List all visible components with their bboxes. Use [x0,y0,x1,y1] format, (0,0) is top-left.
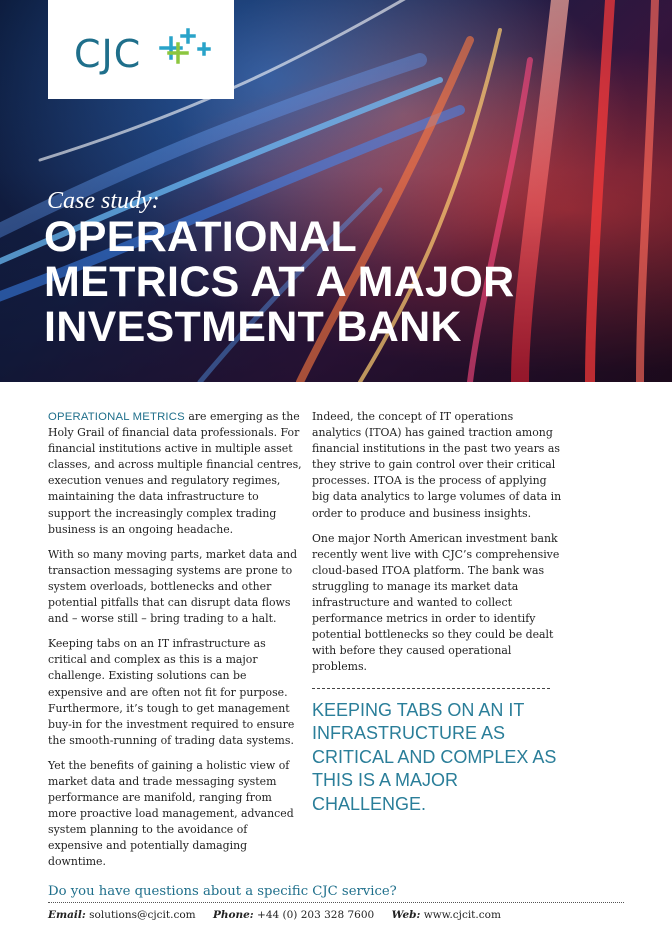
case-study-label: Case study: [47,188,160,214]
left-column [48,409,302,880]
title-line: METRICS AT A MAJOR [44,258,515,306]
paragraph: Keeping tabs on an IT infrastructure as critical and complex as this is a major challenge. Existing solutions can be expensive and are often not fit for purpose. Furthermore, it’s tough to get management buy-in for the investment required to ensure the smooth-running of trading data systems. [48,637,295,747]
title-line: INVESTMENT BANK [44,303,462,351]
paragraph-text: are emerging as the Holy Grail of financial data professionals. For financial institutions active in multiple asset classes, and across multiple financial centres, execution venues and regulatory regimes, maintaining the data infrastructure to support the increasingly complex trading business is an ongoing headache. [48,410,302,536]
footer [48,884,624,921]
web-label: Web: [391,909,421,921]
hero-image [0,0,672,382]
phone-label: Phone: [212,909,254,921]
paragraph [48,409,302,538]
footer-question: Do you have questions about a specific CJC service? [48,884,624,903]
logo-panel [48,0,234,99]
divider [312,688,550,689]
pull-quote: KEEPING TABS ON AN IT INFRASTRUCTURE AS CRITICAL AND COMPLEX AS THIS IS A MAJOR CHALLENGE. [312,699,557,814]
title-line: OPERATIONAL [44,213,358,261]
email-link[interactable]: solutions@cjcit.com [89,909,196,921]
paragraph: With so many moving parts, market data and transaction messaging systems are prone to system overloads, bottlenecks and other potential pitfalls that can disrupt data flows and – worse still – bring trading to a halt. [48,547,298,626]
logo-plus-icon [156,26,226,76]
paragraph: Yet the benefits of gaining a holistic view of market data and trade messaging system performance are manifold, ranging from more proactive load management, advanced system planning to the avoidance of expensive and potentially damaging downtime. [48,758,294,869]
page-title [44,215,664,350]
phone-number: +44 (0) 203 328 7600 [257,909,375,921]
cjc-logo: CJC [74,32,142,76]
paragraph: One major North American investment bank recently went live with CJC’s comprehensive cloud-based ITOA platform. The bank was struggling to manage its market data infrastructure and wanted to collect performance metrics in order to identify potential bottlenecks so they could be dealt with before they caused operational problems. [312,531,560,674]
email-label: Email: [48,909,86,921]
paragraph: Indeed, the concept of IT operations analytics (ITOA) has gained traction among financial institutions in the past two years as they strive to gain control over their critical processes. ITOA is the process of applying big data analytics to large volumes of data in order to produce and business insights. [312,410,562,520]
right-column [312,409,562,825]
lead-keyword: OPERATIONAL METRICS [48,411,185,423]
contact-line [48,909,624,921]
web-link[interactable]: www.cjcit.com [423,909,501,921]
